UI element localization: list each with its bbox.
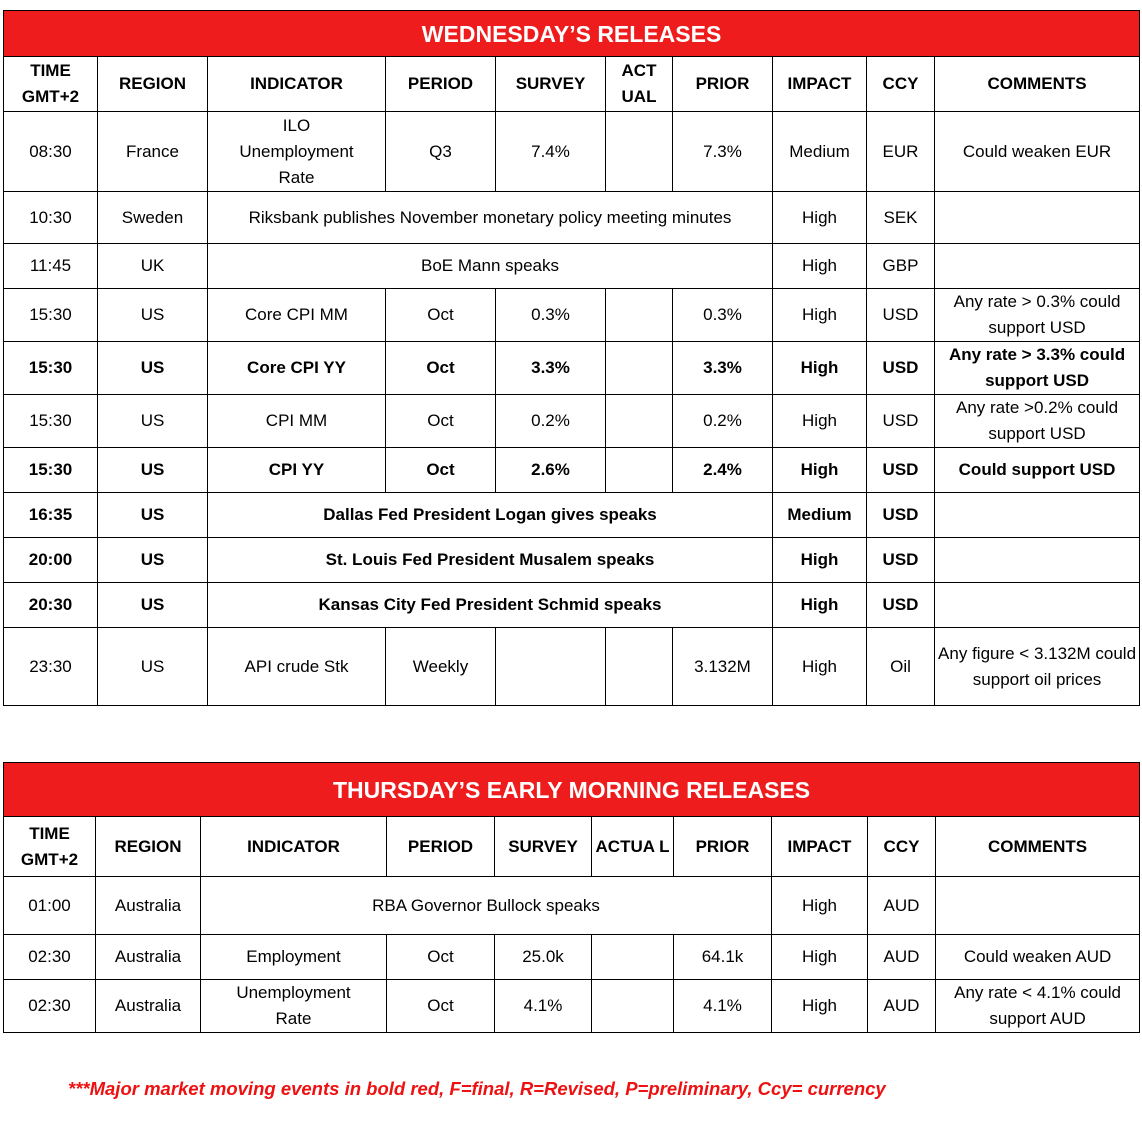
region-cell: US xyxy=(98,448,208,493)
indicator-cell: CPI MM xyxy=(208,395,386,448)
ccy-cell: USD xyxy=(867,289,935,342)
table-row xyxy=(4,583,1140,628)
comments-cell: Any rate < 4.1% could support AUD xyxy=(936,980,1140,1033)
region-cell: Australia xyxy=(96,980,201,1033)
indicator-cell: CPI YY xyxy=(208,448,386,493)
column-header: ACT UAL xyxy=(606,57,673,112)
region-cell: US xyxy=(98,289,208,342)
region-cell: France xyxy=(98,112,208,192)
time-cell: 20:30 xyxy=(4,583,98,628)
time-cell: 01:00 xyxy=(4,877,96,935)
ccy-cell: EUR xyxy=(867,112,935,192)
region-cell: US xyxy=(98,538,208,583)
table-row xyxy=(4,493,1140,538)
table-row xyxy=(4,289,1140,342)
indicator-cell: Core CPI YY xyxy=(208,342,386,395)
ccy-cell: USD xyxy=(867,395,935,448)
thursday-releases-table xyxy=(3,762,1140,1033)
table-row xyxy=(4,395,1140,448)
region-cell: US xyxy=(98,583,208,628)
ccy-cell: SEK xyxy=(867,192,935,244)
indicator-cell: API crude Stk xyxy=(208,628,386,706)
column-header: IMPACT xyxy=(772,817,868,877)
time-cell: 16:35 xyxy=(4,493,98,538)
prior-cell: 4.1% xyxy=(674,980,772,1033)
actual-cell xyxy=(606,112,673,192)
ccy-cell: GBP xyxy=(867,244,935,289)
indicator-cell: Unemployment Rate xyxy=(201,980,387,1033)
survey-cell: 0.2% xyxy=(496,395,606,448)
region-cell: Australia xyxy=(96,877,201,935)
comments-cell xyxy=(935,538,1140,583)
ccy-cell: USD xyxy=(867,583,935,628)
header-row xyxy=(4,817,1140,877)
region-cell: Sweden xyxy=(98,192,208,244)
comments-cell: Any rate > 0.3% could support USD xyxy=(935,289,1140,342)
table-row xyxy=(4,935,1140,980)
comments-cell: Any figure < 3.132M could support oil prices xyxy=(935,628,1140,706)
survey-cell: 4.1% xyxy=(495,980,592,1033)
actual-cell xyxy=(606,395,673,448)
ccy-cell: AUD xyxy=(868,980,936,1033)
impact-cell: High xyxy=(773,628,867,706)
prior-cell: 0.2% xyxy=(673,395,773,448)
column-header: SURVEY xyxy=(495,817,592,877)
actual-cell xyxy=(606,448,673,493)
column-header: INDICATOR xyxy=(208,57,386,112)
actual-cell xyxy=(592,935,674,980)
column-header: TIME GMT+2 xyxy=(4,57,98,112)
table-row xyxy=(4,192,1140,244)
comments-cell xyxy=(935,244,1140,289)
event-cell: Dallas Fed President Logan gives speaks xyxy=(208,493,773,538)
comments-cell: Could weaken EUR xyxy=(935,112,1140,192)
actual-cell xyxy=(592,980,674,1033)
time-cell: 20:00 xyxy=(4,538,98,583)
indicator-cell: Employment xyxy=(201,935,387,980)
table-title: WEDNESDAY’S RELEASES xyxy=(4,11,1140,57)
column-header: IMPACT xyxy=(773,57,867,112)
column-header: PRIOR xyxy=(674,817,772,877)
comments-cell xyxy=(935,192,1140,244)
comments-cell xyxy=(935,493,1140,538)
time-cell: 10:30 xyxy=(4,192,98,244)
prior-cell: 3.3% xyxy=(673,342,773,395)
impact-cell: High xyxy=(772,980,868,1033)
table-row xyxy=(4,244,1140,289)
ccy-cell: USD xyxy=(867,538,935,583)
table-row xyxy=(4,538,1140,583)
column-header: ACTUA L xyxy=(592,817,674,877)
survey-cell: 25.0k xyxy=(495,935,592,980)
column-header: REGION xyxy=(98,57,208,112)
prior-cell: 64.1k xyxy=(674,935,772,980)
column-header: TIME GMT+2 xyxy=(4,817,96,877)
comments-cell: Any rate >0.2% could support USD xyxy=(935,395,1140,448)
time-cell: 15:30 xyxy=(4,342,98,395)
impact-cell: High xyxy=(773,538,867,583)
indicator-cell: Core CPI MM xyxy=(208,289,386,342)
survey-cell: 3.3% xyxy=(496,342,606,395)
column-header: COMMENTS xyxy=(936,817,1140,877)
actual-cell xyxy=(606,628,673,706)
event-cell: Riksbank publishes November monetary policy meeting minutes xyxy=(208,192,773,244)
period-cell: Oct xyxy=(387,935,495,980)
footnote: ***Major market moving events in bold red, F=final, R=Revised, P=preliminary, Ccy= currency xyxy=(68,1078,886,1099)
impact-cell: High xyxy=(773,342,867,395)
survey-cell: 7.4% xyxy=(496,112,606,192)
table-row xyxy=(4,112,1140,192)
time-cell: 08:30 xyxy=(4,112,98,192)
table-row xyxy=(4,342,1140,395)
time-cell: 15:30 xyxy=(4,395,98,448)
column-header: INDICATOR xyxy=(201,817,387,877)
column-header: PERIOD xyxy=(387,817,495,877)
ccy-cell: AUD xyxy=(868,877,936,935)
impact-cell: High xyxy=(773,289,867,342)
column-header: SURVEY xyxy=(496,57,606,112)
comments-cell: Any rate > 3.3% could support USD xyxy=(935,342,1140,395)
table-row xyxy=(4,980,1140,1033)
time-cell: 15:30 xyxy=(4,289,98,342)
impact-cell: High xyxy=(773,448,867,493)
table-row xyxy=(4,628,1140,706)
time-cell: 15:30 xyxy=(4,448,98,493)
impact-cell: High xyxy=(773,395,867,448)
table-title: THURSDAY’S EARLY MORNING RELEASES xyxy=(4,763,1140,817)
impact-cell: High xyxy=(773,192,867,244)
column-header: REGION xyxy=(96,817,201,877)
survey-cell xyxy=(496,628,606,706)
prior-cell: 3.132M xyxy=(673,628,773,706)
impact-cell: High xyxy=(772,877,868,935)
time-cell: 02:30 xyxy=(4,980,96,1033)
region-cell: US xyxy=(98,395,208,448)
table-row xyxy=(4,448,1140,493)
wednesday-releases-table xyxy=(3,10,1140,706)
period-cell: Weekly xyxy=(386,628,496,706)
actual-cell xyxy=(606,342,673,395)
period-cell: Oct xyxy=(386,289,496,342)
prior-cell: 2.4% xyxy=(673,448,773,493)
time-cell: 11:45 xyxy=(4,244,98,289)
event-cell: RBA Governor Bullock speaks xyxy=(201,877,772,935)
column-header: CCY xyxy=(868,817,936,877)
time-cell: 23:30 xyxy=(4,628,98,706)
impact-cell: Medium xyxy=(773,493,867,538)
period-cell: Oct xyxy=(386,448,496,493)
prior-cell: 7.3% xyxy=(673,112,773,192)
region-cell: US xyxy=(98,342,208,395)
impact-cell: High xyxy=(772,935,868,980)
column-header: COMMENTS xyxy=(935,57,1140,112)
survey-cell: 0.3% xyxy=(496,289,606,342)
column-header: PERIOD xyxy=(386,57,496,112)
prior-cell: 0.3% xyxy=(673,289,773,342)
period-cell: Oct xyxy=(386,342,496,395)
impact-cell: High xyxy=(773,583,867,628)
ccy-cell: USD xyxy=(867,448,935,493)
period-cell: Q3 xyxy=(386,112,496,192)
ccy-cell: Oil xyxy=(867,628,935,706)
region-cell: US xyxy=(98,493,208,538)
event-cell: St. Louis Fed President Musalem speaks xyxy=(208,538,773,583)
period-cell: Oct xyxy=(386,395,496,448)
region-cell: UK xyxy=(98,244,208,289)
actual-cell xyxy=(606,289,673,342)
event-cell: BoE Mann speaks xyxy=(208,244,773,289)
comments-cell: Could support USD xyxy=(935,448,1140,493)
time-cell: 02:30 xyxy=(4,935,96,980)
region-cell: Australia xyxy=(96,935,201,980)
impact-cell: High xyxy=(773,244,867,289)
ccy-cell: AUD xyxy=(868,935,936,980)
event-cell: Kansas City Fed President Schmid speaks xyxy=(208,583,773,628)
indicator-cell: ILO Unemployment Rate xyxy=(208,112,386,192)
column-header: PRIOR xyxy=(673,57,773,112)
impact-cell: Medium xyxy=(773,112,867,192)
ccy-cell: USD xyxy=(867,342,935,395)
comments-cell xyxy=(935,583,1140,628)
header-row xyxy=(4,57,1140,112)
ccy-cell: USD xyxy=(867,493,935,538)
comments-cell xyxy=(936,877,1140,935)
survey-cell: 2.6% xyxy=(496,448,606,493)
column-header: CCY xyxy=(867,57,935,112)
table-row xyxy=(4,877,1140,935)
period-cell: Oct xyxy=(387,980,495,1033)
comments-cell: Could weaken AUD xyxy=(936,935,1140,980)
region-cell: US xyxy=(98,628,208,706)
